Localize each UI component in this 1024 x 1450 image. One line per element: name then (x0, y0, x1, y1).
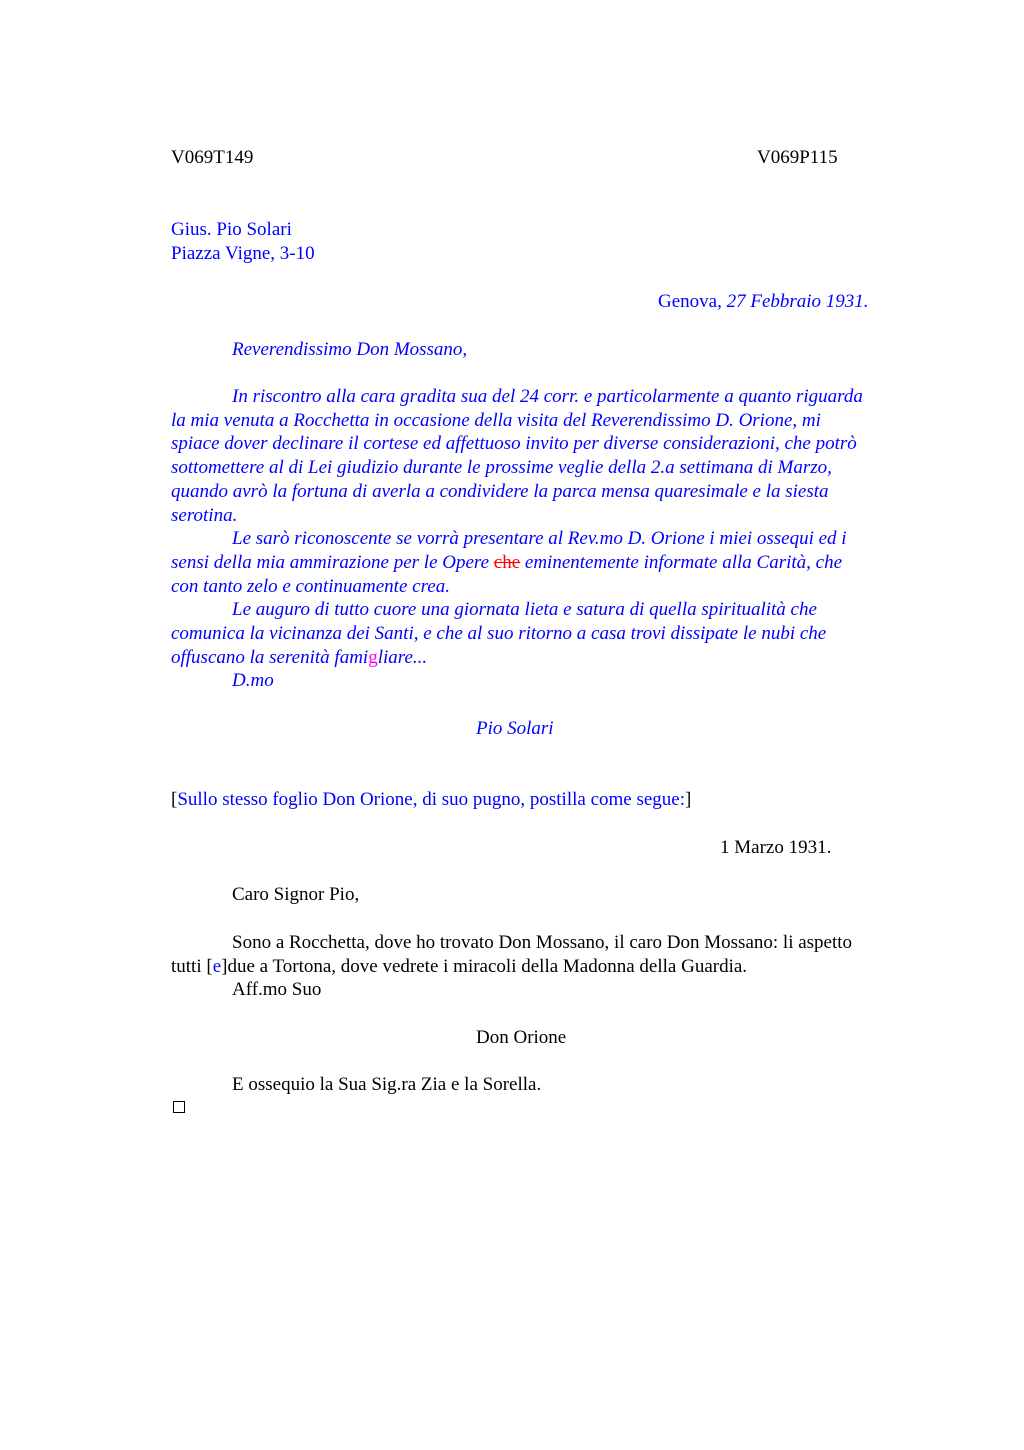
letter-line: In riscontro alla cara gradita sua del 24 corr. e particolarmente a quanto riguarda (232, 386, 863, 407)
reply-text: ]due a Tortona, dove vedrete i miracoli della Madonna della Guardia. (221, 955, 748, 977)
letter-closing: D.mo (232, 670, 274, 692)
note-bracket-close: ] (685, 789, 692, 810)
letter-line: Le sarò riconoscente se vorrà presentare al Rev.mo D. Orione i miei ossequi ed i (232, 528, 847, 550)
letter-text: liare... (377, 646, 428, 668)
sender-address: Piazza Vigne, 3-10 (171, 243, 315, 264)
letter-line: Le auguro di tutto cuore una giornata lieta e satura di quella spiritualità che (232, 599, 817, 621)
letter-signature: Pio Solari (476, 718, 554, 739)
reply-signature: Don Orione (476, 1027, 567, 1048)
letter-text: offuscano la serenità fami (171, 646, 369, 668)
reply-closing: Aff.mo Suo (232, 979, 322, 1001)
letter-line: con tanto zelo e continuamente crea. (171, 575, 450, 597)
letter-line: serotina. (171, 504, 238, 526)
inserted-letter: g (368, 646, 378, 668)
reply-line (171, 955, 931, 979)
letter-line: sottomettere al di Lei giudizio durante le prossime veglie della 2.a settimana di Marzo, (171, 457, 832, 479)
letter-line (171, 551, 931, 575)
note-text: Sullo stesso foglio Don Orione, di suo pugno, postilla come segue: (177, 789, 686, 810)
end-box-icon (173, 1101, 185, 1113)
reply-salutation: Caro Signor Pio, (232, 884, 360, 905)
reply-body (171, 931, 931, 1002)
note-bracket-open: [ (171, 789, 178, 810)
reply-text: tutti [ (171, 955, 213, 977)
letter-place: Genova, (658, 291, 722, 312)
editorial-note (171, 788, 691, 812)
letter-salutation: Reverendissimo Don Mossano, (232, 339, 468, 360)
document-code-left: V069T149 (171, 147, 254, 168)
letter-date: 27 Febbraio 1931. (726, 291, 869, 312)
letter-line (171, 646, 931, 670)
inserted-letter: e (212, 955, 222, 977)
reply-date: 1 Marzo 1931. (720, 837, 832, 858)
letter-line: comunica la vicinanza dei Santi, e che al suo ritorno a casa trovi dissipate le nubi che (171, 623, 827, 645)
letter-text: sensi della mia ammirazione per le Opere (171, 551, 494, 573)
reply-postscript: E ossequio la Sua Sig.ra Zia e la Sorella. (232, 1074, 542, 1095)
letter-line: la mia venuta a Rocchetta in occasione della visita del Reverendissimo D. Orione, mi (171, 409, 821, 431)
letter-text: eminentemente informate alla Carità, che (520, 551, 843, 573)
letter-body (171, 385, 931, 693)
document-code-right: V069P115 (757, 147, 838, 168)
letter-line: spiace dover declinare il cortese ed affettuoso invito per diverse considerazioni, che potrò (171, 433, 857, 455)
sender-name: Gius. Pio Solari (171, 219, 292, 240)
letter-line: quando avrò la fortuna di averla a condividere la parca mensa quaresimale e la siesta (171, 480, 829, 502)
deleted-word: che (493, 551, 521, 573)
letter-place-date (658, 290, 869, 314)
reply-line: Sono a Rocchetta, dove ho trovato Don Mossano, il caro Don Mossano: li aspetto (232, 932, 853, 953)
